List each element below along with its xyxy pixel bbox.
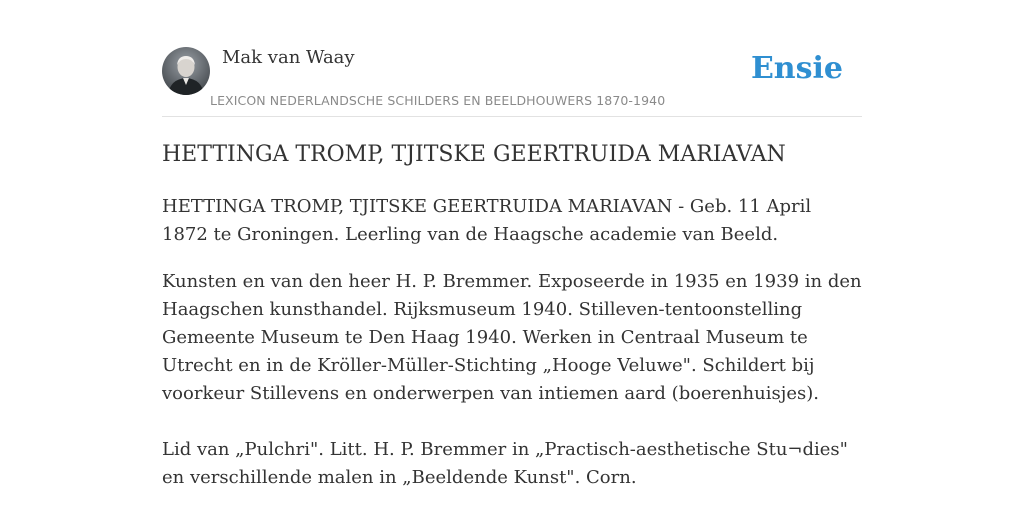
article-paragraph: Kunsten en van den heer H. P. Bremmer. Exposeerde in 1935 en 1939 in den Haagschen kunsthandel. Rijksmuseum 1940. Stilleven-tentoonstelling Gemeente Museum te Den Haag 1940. Werken in Centraal Museum te Utrecht en in de Kröller-Müller-Stichting „Hooge Veluwe". Schildert bij voorkeur Stillevens en onderwerpen van intiemen aard (boerenhuisjes). bbox=[162, 271, 862, 404]
brand-logo[interactable]: Ensie bbox=[750, 51, 843, 86]
author-avatar[interactable] bbox=[162, 47, 210, 95]
lexicon-title[interactable]: LEXICON NEDERLANDSCHE SCHILDERS EN BEELDHOUWERS 1870-1940 bbox=[210, 93, 666, 108]
article-paragraph: Lid van „Pulchri". Litt. H. P. Bremmer in „Practisch-aesthetische Stu¬dies" en verschillende malen in „Beeldende Kunst". Corn. bbox=[162, 439, 848, 488]
article-page bbox=[162, 0, 862, 488]
article-paragraph: HETTINGA TROMP, TJITSKE GEERTRUIDA MARIAVAN - Geb. 11 April 1872 te Groningen. Leerling van de Haagsche academie van Beeld. bbox=[162, 196, 812, 245]
header bbox=[162, 0, 862, 117]
article-title: HETTINGA TROMP, TJITSKE GEERTRUIDA MARIAVAN bbox=[162, 142, 786, 167]
author-portrait-icon bbox=[162, 47, 210, 95]
author-name[interactable]: Mak van Waay bbox=[222, 47, 355, 68]
